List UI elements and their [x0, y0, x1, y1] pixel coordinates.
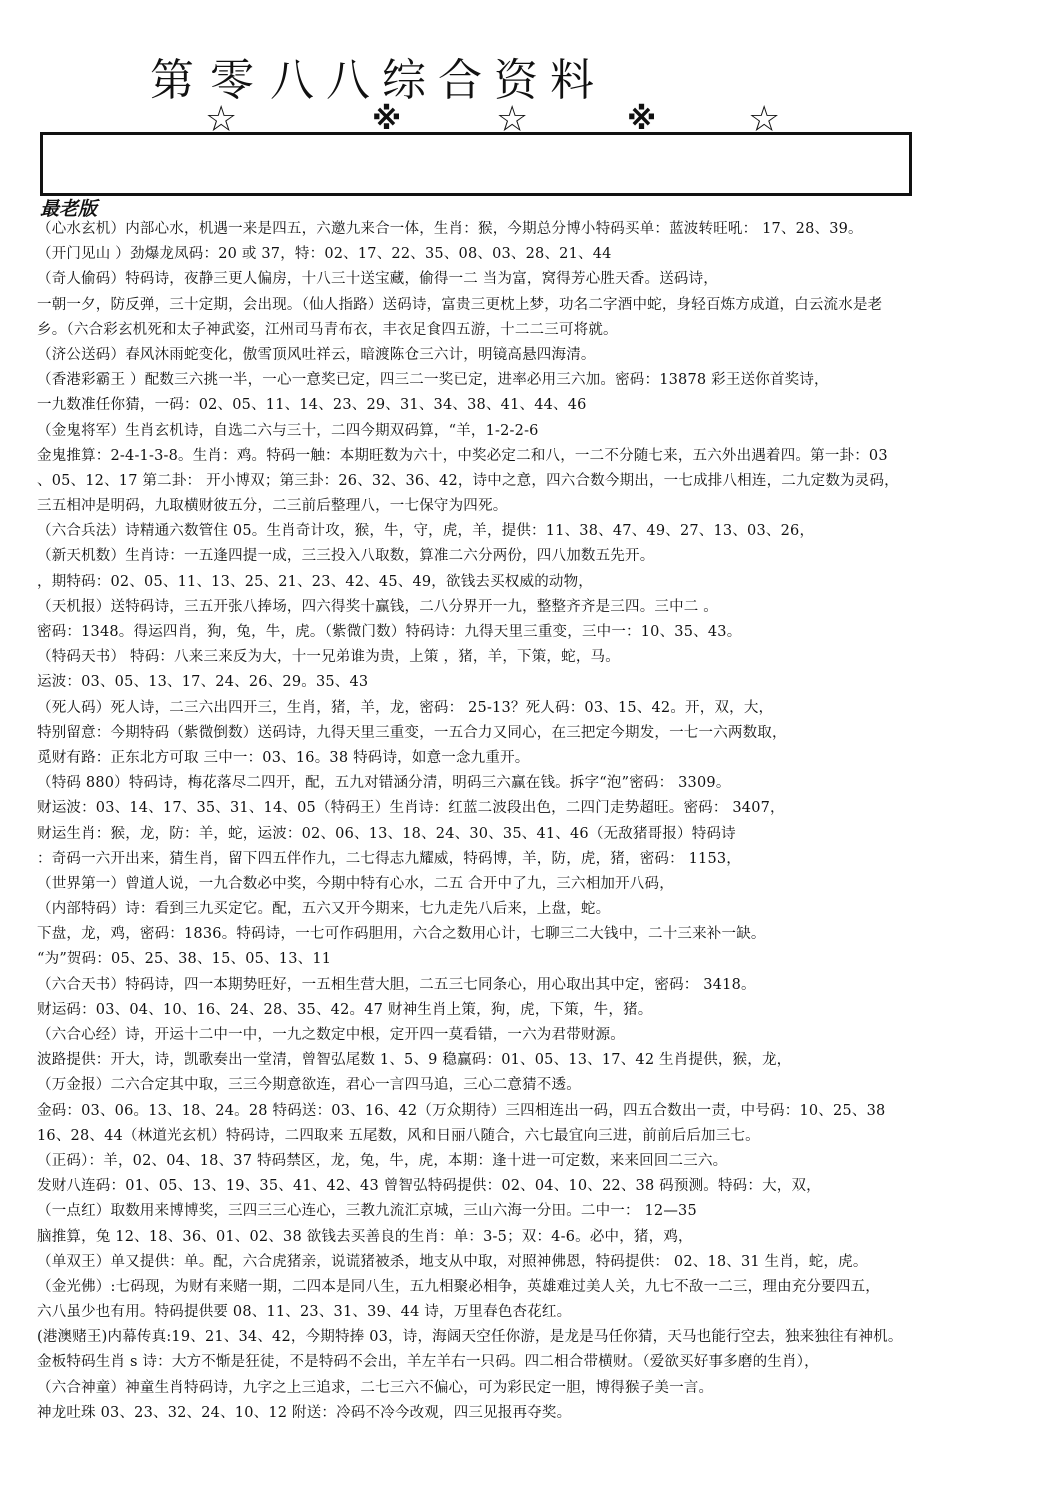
title-rest: 八八综合资料 — [270, 55, 606, 106]
text-line: （特码 880）特码诗，梅花落尽二四开，配，五九对错涵分清，明码三六赢在钱。拆字“泡”密码： 3309。 — [37, 775, 731, 792]
star-icon: ☆ — [496, 99, 529, 140]
text-line: （香港彩霸王 ）配数三六挑一半，一心一意奖已定，四三二一奖已定，进率必用三六加。密码：13878 彩王送你首奖诗， — [37, 372, 829, 389]
text-line: 下盘，龙，鸡，密码：1836。特码诗，一七可作码胆用，六合之数用心计，七聊三二大钱中，二十三来补一缺。 — [37, 926, 766, 943]
text-line: 财运码：03、04、10、16、24、28、35、42。47 财神生肖上策，狗，虎，下策，牛，猪。 — [37, 1001, 653, 1018]
text-line: 金板特码生肖 s 诗：大方不惭是狂徒，不是特码不会出，羊左羊右一只码。四二相合带横财。（爱欲买好事多磨的生肖）， — [37, 1354, 819, 1371]
text-line: （六合兵法）诗精通六数管住 05。生肖奇计攻，猴，牛，守，虎，羊，提供：11、38、47、49、27、13、03、26， — [37, 523, 815, 540]
text-line: 运波：03、05、13、17、24、26、29。35、43 — [37, 674, 369, 691]
text-line: 财运波：03、14、17、35、31、14、05（特码王）生肖诗：红蓝二波段出色，二四门走势超旺。密码： 3407， — [37, 800, 785, 817]
star-icon: ☆ — [748, 99, 781, 140]
text-line: 财运生肖：猴，龙，防：羊，蛇，运波：02、06、13、18、24、30、35、41、46（无敌猪哥报）特码诗 — [37, 825, 736, 842]
text-line: 神龙吐珠 03、23、32、24、10、12 附送：冷码不冷今改观，四三见报再夺奖。 — [37, 1404, 572, 1421]
text-line: 波路提供：开大，诗，凯歌奏出一堂清，曾智弘尾数 1、5、9 稳赢码：01、05、13、17、42 生肖提供，猴，龙， — [37, 1052, 792, 1069]
text-line: （金鬼将军）生肖玄机诗，自选二六与三十，二四今期双码算，“羊，1-2-2-6 — [37, 422, 539, 439]
text-line: （一点红）取数用来博博奖，三四三三心连心，三教九流汇京城，三山六海一分田。二中一： 12—35 — [37, 1203, 697, 1220]
edition-label: 最老版 — [40, 198, 98, 220]
text-line: （开门见山 ）劲爆龙凤码：20 或 37，特：02、17、22、35、08、03、28、21、44 — [37, 246, 612, 263]
text-line: （世界第一）曾道人说，一九合数必中奖，今期中特有心水，二五 合开中了九，三六相加开八码， — [37, 875, 674, 892]
title-char-1: 第 — [150, 55, 194, 106]
reference-mark-icon: ※ — [627, 102, 657, 137]
text-line: 脑推算，兔 12、18、36、01、02、38 欲钱去买善良的生肖：单：3-5；双：4-6。必中，猪，鸡， — [37, 1228, 693, 1245]
text-line: （正码）：羊，02、04、18、37 特码禁区，龙，兔，牛，虎，本期：逢十进一可定数，来来回回二三六。 — [37, 1152, 728, 1169]
text-line: 乡。（六合彩玄机死和太子神武姿，江州司马青布衣，丰衣足食四五游，十二二三可将就。 — [37, 321, 618, 338]
text-line: （金光佛）:七码现，为财有来赌一期，二四本是同八生，五九相聚必相争，英雄难过美人关，九七不敌一二三，理由充分要四五， — [37, 1278, 880, 1295]
text-line: 一九数准任你猜，一码：02、05、11、14、23、29、31、34、38、41、44、46 — [37, 397, 587, 414]
title-char-2: 零 — [210, 55, 254, 106]
text-line: （内部特码）诗：看到三九买定它。配，五六又开今期来，七九走先八后来，上盘，蛇。 — [37, 901, 611, 918]
star-icon: ☆ — [205, 99, 238, 140]
text-line: （心水玄机）内部心水，机遇一来是四五，六邀九来合一体，生肖：猴，今期总分博小特码买单：蓝波转旺吼： 17、28、39。 — [37, 221, 863, 237]
text-line: （单双王）单又提供：单。配，六合虎猪亲，说谎猪被杀，地支从中取，对照神佛恩，特码提供： 02、18、31 生肖，蛇，虎。 — [37, 1253, 868, 1270]
text-line: （特码天书） 特码：八来三来反为大，十一兄弟谁为贵，上策 ，猪，羊，下策，蛇，马。 — [37, 649, 620, 666]
text-line: 六八虽少也有用。特码提供要 08、11、23、31、39、44 诗，万里春色杏花红。 — [37, 1304, 572, 1321]
text-line: （六合天书）特码诗，四一本期势旺好，一五相生营大胆，二五三七同条心，用心取出其中定，密码： 3418。 — [37, 976, 756, 993]
text-line: 一朝一夕，防反弹，三十定期，会出现。（仙人指路）送码诗，富贵三更枕上梦，功名二字酒中蛇，身轻百炼方成道，白云流水是老 — [37, 296, 883, 313]
text-line: “为”贺码：05、25、38、15、05、13、11 — [37, 951, 332, 968]
text-line: ：奇码一六开出来，猜生肖，留下四五伴作九，二七得志九耀威，特码博，羊，防，虎，猪，密码： 1153， — [37, 850, 742, 867]
text-line: 金鬼推算：2-4-1-3-8。生肖：鸡。特码一触：本期旺数为六十，中奖必定二和八，一二不分随七来，五六外出遇着四。第一卦：03 — [37, 447, 888, 464]
text-line: ，期特码：02、05、11、13、25、21、23、42、45、49，欲钱去买权威的动物， — [37, 573, 594, 590]
text-line: 16、28、44（林道光玄机）特码诗，二四取来 五尾数，风和日丽八随合，六七最宜向三进，前前后后加三七。 — [37, 1127, 760, 1144]
text-line: 密码：1348。得运四肖，狗，兔，牛，虎。（紫微门数）特码诗：九得天里三重变，三中一：10、35、43。 — [37, 624, 742, 640]
reference-mark-icon: ※ — [372, 102, 402, 137]
text-line: （万金报）二六合定其中取，三三今期意欲连，君心一言四马追，三心二意猜不透。 — [37, 1077, 581, 1094]
text-line: 三五相冲是明码，九取横财彼五分，二三前后整理八，一七保守为四死。 — [37, 498, 508, 515]
document-body — [37, 217, 1027, 1426]
text-line: 发财八连码：01、05、13、19、35、41、42、43 曾智弘特码提供：02、04、10、22、38 码预测。特码：大，双， — [37, 1178, 821, 1195]
text-line: （济公送码）春风沐雨蛇变化，傲雪顶风吐祥云，暗渡陈仓三六计，明镜高悬四海清。 — [37, 346, 596, 363]
text-line: （新天机数）生肖诗：一五逢四提一成，三三投入八取数，算准二六分两份，四八加数五先开。 — [37, 548, 655, 565]
text-line: 、05、12、17 第二卦： 开小博双；第三卦：26、32、36、42，诗中之意，四六合数今期出，一七成排八相连，二九定数为灵码， — [37, 472, 899, 489]
text-line: （死人码）死人诗，二三六出四开三，生肖，猪，羊，龙，密码： 25-13？死人码：03、15、42。开，双，大， — [37, 699, 774, 716]
banner-box — [40, 132, 912, 196]
text-line: （六合心经）诗，开运十二中一中，一九之数定中根，定开四一莫看错，一六为君带财源。 — [37, 1027, 625, 1043]
text-line: （奇人偷码）特码诗，夜静三更人偏房，十八三十送宝藏，偷得一二 当为富，窝得芳心胜天香。送码诗， — [37, 271, 719, 288]
text-line: 觅财有路：正东北方可取 三中一：03、16。38 特码诗，如意一念九重开。 — [37, 749, 530, 766]
text-line: 金码：03、06。13、18、24。28 特码送：03、16、42（万众期待）三四相连出一码，四五合数出一责，中号码：10、25、38 — [37, 1102, 886, 1119]
text-line: 特别留意：今期特码（紫微倒数）送码诗，九得天里三重变，一五合力又同心，在三把定今期发，一七一六两数取， — [37, 724, 787, 741]
text-line: （天机报）送特码诗，三五开张八捧场，四六得奖十赢钱，二八分界开一九，整整齐齐是三四。三中二 。 — [37, 598, 719, 615]
text-line: (港澳赌王)内幕传真:19、21、34、42，今期特捧 03，诗，海阔天空任你游，是龙是马任你猜，天马也能行空去，独来独往有神机。 — [37, 1329, 903, 1346]
text-line: （六合神童）神童生肖特码诗，九字之上三追求，二七三六不偏心，可为彩民定一胆，博得猴子美一言。 — [37, 1379, 714, 1396]
